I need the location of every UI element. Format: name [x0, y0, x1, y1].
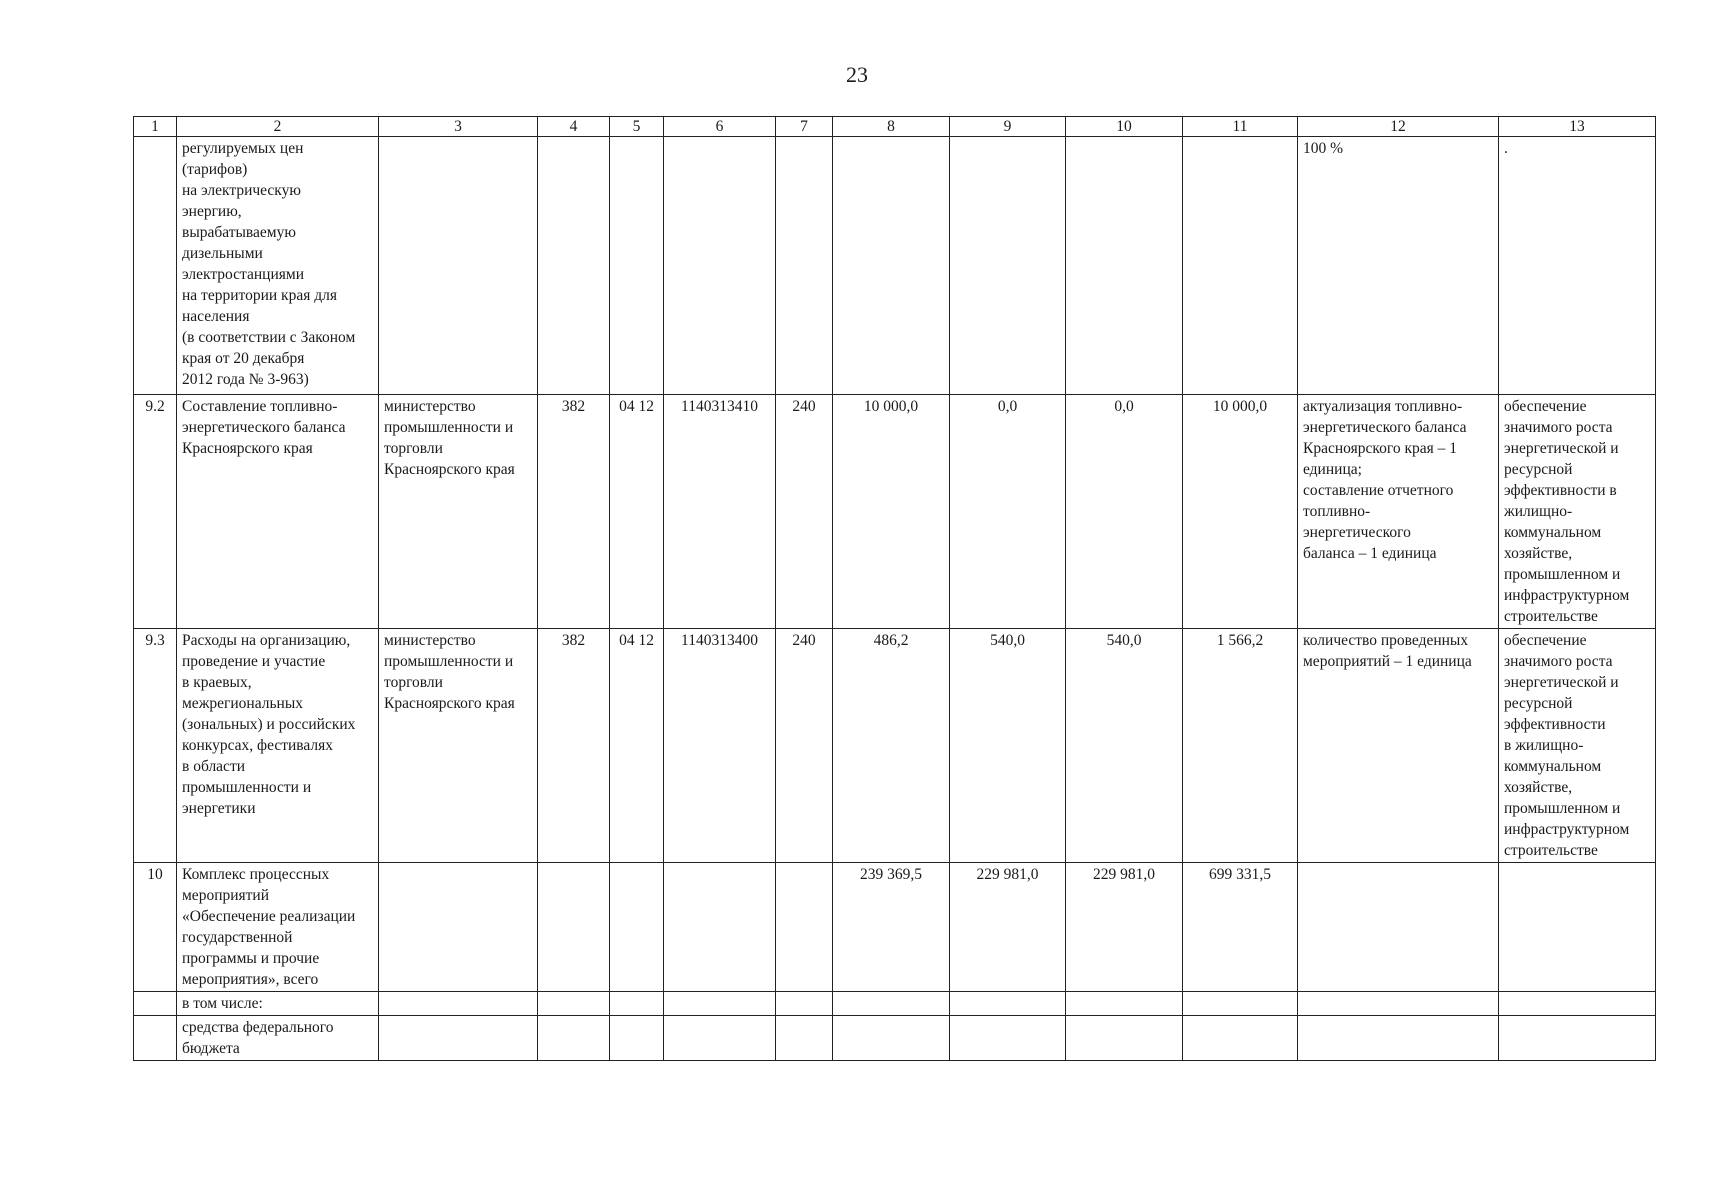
amount-year-1: 10 000,0 — [833, 395, 950, 629]
grbs-code — [538, 992, 610, 1016]
measure-name: средства федерального бюджета — [177, 1016, 379, 1061]
amount-year-3: 0,0 — [1066, 395, 1183, 629]
measure-name: в том числе: — [177, 992, 379, 1016]
section-code — [610, 1016, 664, 1061]
row-number: 9.2 — [134, 395, 177, 629]
table-row — [134, 395, 1656, 629]
amount-year-2 — [950, 137, 1066, 395]
amount-total: 10 000,0 — [1183, 395, 1298, 629]
target-item-code — [664, 863, 776, 992]
amount-year-2 — [950, 1016, 1066, 1061]
column-number: 4 — [538, 117, 610, 137]
amount-year-3: 229 981,0 — [1066, 863, 1183, 992]
target-indicator: обеспечение значимого роста энергетической и ресурсной эффективности в жилищно- коммунальном хозяйстве, промышленном и инфраструктурном строительстве — [1499, 629, 1656, 863]
expected-result: количество проведенных мероприятий – 1 единица — [1298, 629, 1499, 863]
grbs-code — [538, 1016, 610, 1061]
section-code: 04 12 — [610, 395, 664, 629]
expected-result — [1298, 863, 1499, 992]
responsible-executor — [379, 1016, 538, 1061]
expense-type-code — [776, 1016, 833, 1061]
target-indicator: . — [1499, 137, 1656, 395]
column-number: 3 — [379, 117, 538, 137]
amount-year-2: 0,0 — [950, 395, 1066, 629]
column-number-row — [134, 117, 1656, 137]
responsible-executor: министерство промышленности и торговли Красноярского края — [379, 395, 538, 629]
amount-total — [1183, 1016, 1298, 1061]
amount-year-1: 486,2 — [833, 629, 950, 863]
column-number: 6 — [664, 117, 776, 137]
amount-year-2: 540,0 — [950, 629, 1066, 863]
expected-result: актуализация топливно- энергетического баланса Красноярского края – 1 единица; составление отчетного топливно- энергетического баланса – 1 единица — [1298, 395, 1499, 629]
expected-result — [1298, 992, 1499, 1016]
amount-year-3 — [1066, 992, 1183, 1016]
grbs-code — [538, 863, 610, 992]
target-item-code — [664, 137, 776, 395]
section-code — [610, 137, 664, 395]
grbs-code: 382 — [538, 629, 610, 863]
amount-total: 699 331,5 — [1183, 863, 1298, 992]
column-number: 11 — [1183, 117, 1298, 137]
section-code: 04 12 — [610, 629, 664, 863]
target-indicator — [1499, 863, 1656, 992]
column-number: 2 — [177, 117, 379, 137]
measure-name: Расходы на организацию, проведение и участие в краевых, межрегиональных (зональных) и российских конкурсах, фестивалях в области промышленности и энергетики — [177, 629, 379, 863]
table-row — [134, 629, 1656, 863]
amount-year-1: 239 369,5 — [833, 863, 950, 992]
amount-year-3 — [1066, 137, 1183, 395]
responsible-executor — [379, 992, 538, 1016]
expected-result: 100 % — [1298, 137, 1499, 395]
target-indicator: обеспечение значимого роста энергетической и ресурсной эффективности в жилищно- коммунальном хозяйстве, промышленном и инфраструктурном строительстве — [1499, 395, 1656, 629]
column-number: 1 — [134, 117, 177, 137]
table-row — [134, 1016, 1656, 1061]
amount-year-3: 540,0 — [1066, 629, 1183, 863]
amount-year-3 — [1066, 1016, 1183, 1061]
expense-type-code — [776, 863, 833, 992]
responsible-executor — [379, 137, 538, 395]
measure-name: Составление топливно- энергетического баланса Красноярского края — [177, 395, 379, 629]
responsible-executor — [379, 863, 538, 992]
section-code — [610, 992, 664, 1016]
measure-name: Комплекс процессных мероприятий «Обеспечение реализации государственной программы и прочие мероприятия», всего — [177, 863, 379, 992]
table-row — [134, 863, 1656, 992]
target-item-code: 1140313400 — [664, 629, 776, 863]
expense-type-code: 240 — [776, 395, 833, 629]
target-item-code — [664, 1016, 776, 1061]
table-row — [134, 992, 1656, 1016]
amount-year-2 — [950, 992, 1066, 1016]
target-item-code: 1140313410 — [664, 395, 776, 629]
column-number: 12 — [1298, 117, 1499, 137]
column-number: 9 — [950, 117, 1066, 137]
grbs-code: 382 — [538, 395, 610, 629]
column-number: 5 — [610, 117, 664, 137]
grbs-code — [538, 137, 610, 395]
column-number: 7 — [776, 117, 833, 137]
expense-type-code — [776, 137, 833, 395]
measure-name: регулируемых цен (тарифов) на электрическую энергию, вырабатываемую дизельными электростанциями на территории края для населения (в соответствии с Законом края от 20 декабря 2012 года № 3-963) — [177, 137, 379, 395]
amount-year-1 — [833, 1016, 950, 1061]
column-number: 8 — [833, 117, 950, 137]
target-indicator — [1499, 1016, 1656, 1061]
table-row — [134, 137, 1656, 395]
amount-year-1 — [833, 992, 950, 1016]
column-number: 13 — [1499, 117, 1656, 137]
amount-year-1 — [833, 137, 950, 395]
target-indicator — [1499, 992, 1656, 1016]
expense-type-code — [776, 992, 833, 1016]
row-number — [134, 137, 177, 395]
amount-year-2: 229 981,0 — [950, 863, 1066, 992]
amount-total: 1 566,2 — [1183, 629, 1298, 863]
row-number: 10 — [134, 863, 177, 992]
target-item-code — [664, 992, 776, 1016]
page-number: 23 — [846, 62, 868, 87]
amount-total — [1183, 992, 1298, 1016]
column-number: 10 — [1066, 117, 1183, 137]
expected-result — [1298, 1016, 1499, 1061]
row-number — [134, 1016, 177, 1061]
row-number: 9.3 — [134, 629, 177, 863]
expense-type-code: 240 — [776, 629, 833, 863]
program-measures-table — [133, 116, 1656, 1061]
row-number — [134, 992, 177, 1016]
amount-total — [1183, 137, 1298, 395]
responsible-executor: министерство промышленности и торговли Красноярского края — [379, 629, 538, 863]
section-code — [610, 863, 664, 992]
